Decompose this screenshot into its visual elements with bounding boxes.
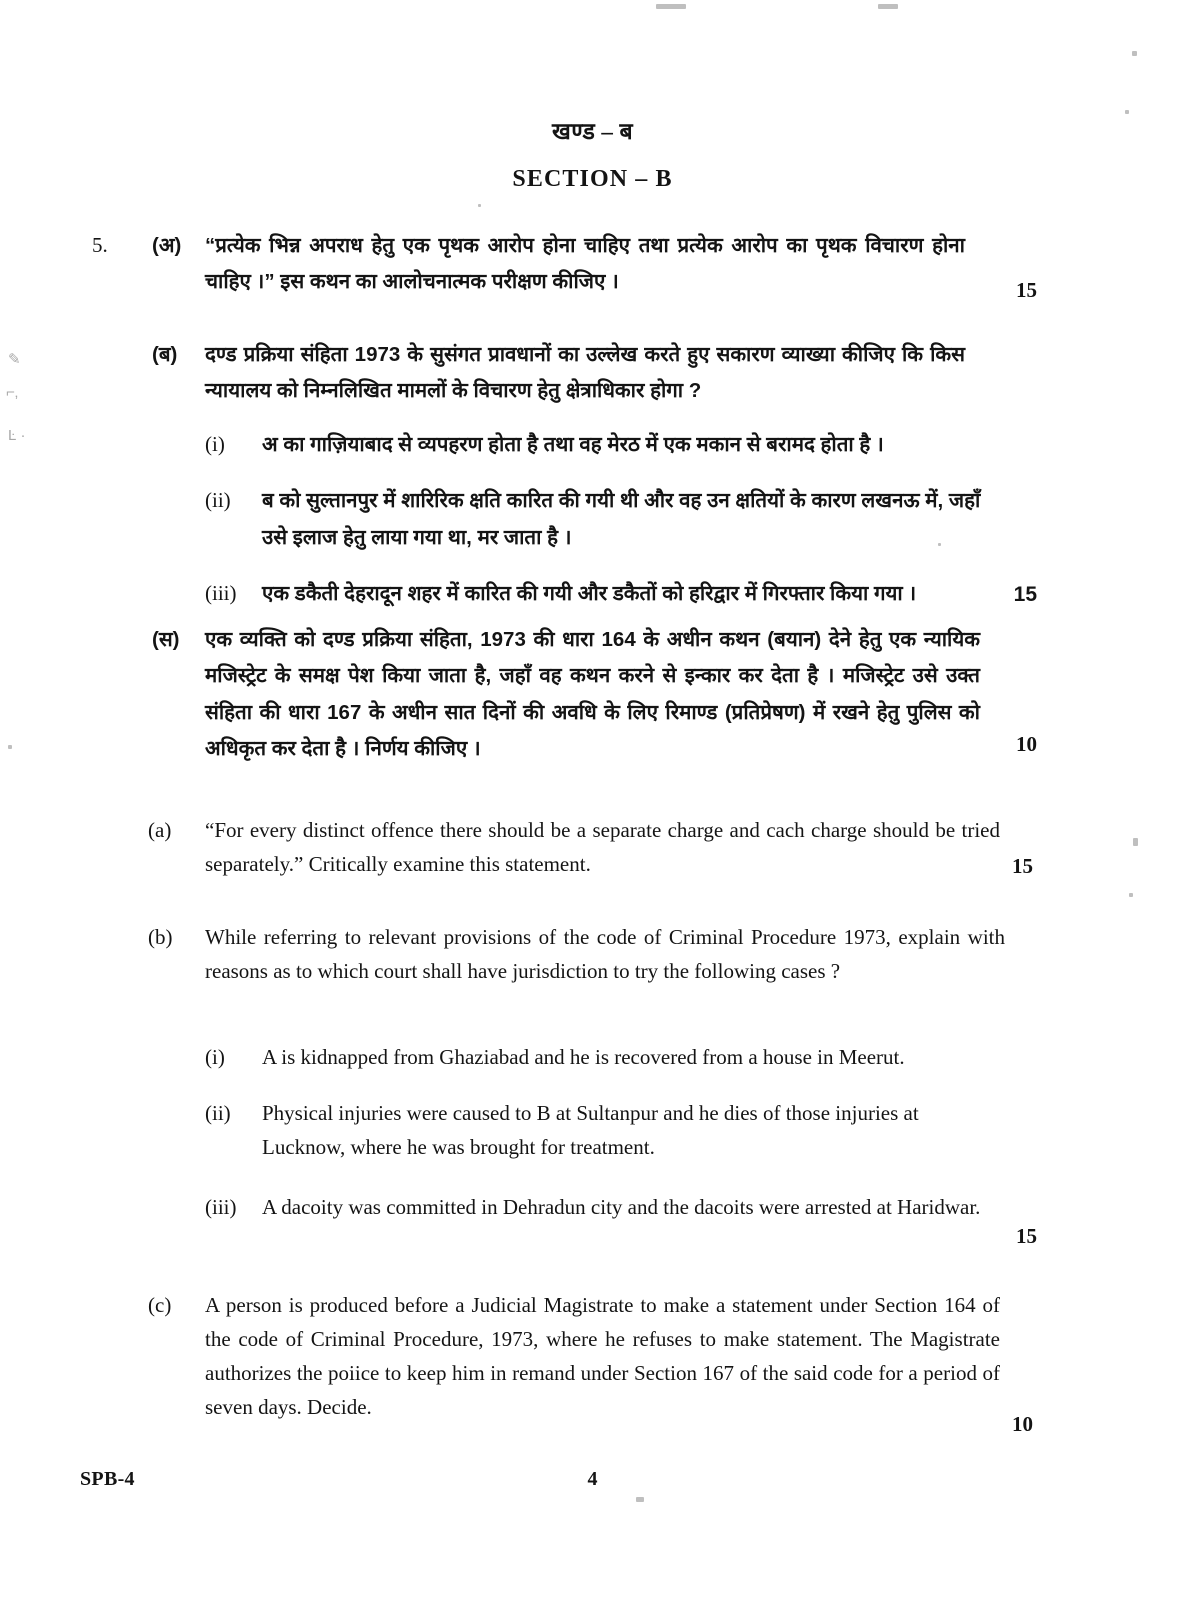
- part-label-hindi-a: (अ): [152, 234, 182, 257]
- scan-speck: [478, 204, 481, 207]
- list-item-roman: (iii): [205, 1195, 237, 1220]
- list-item-roman: (ii): [205, 1101, 231, 1126]
- list-item-roman: (iii): [205, 581, 237, 606]
- part-text-hindi-b: दण्ड प्रक्रिया संहिता 1973 के सुसंगत प्रावधानों का उल्लेख करते हुए सकारण व्याख्या कीजिए कि किस न्यायालय को निम्नलिखित मामलों के विचारण हेतु क्षेत्राधिकार होगा ?: [205, 343, 965, 403]
- question-5-part-c-english: [0, 1288, 1185, 1436]
- sublist-hindi-b: [0, 427, 1185, 629]
- part-text-english-b: While referring to relevant provisions of the code of Criminal Procedure 1973, explain with reasons as to which court shall have jurisdiction to try the following cases ?: [205, 925, 1005, 984]
- list-item-text: ब को सुल्तानपुर में शारिरिक क्षति कारित की गयी थी और वह उन क्षतियों के कारण लखनऊ में, जहाँ उसे इलाज हेतु लाया गया था, मर जाता है ।: [262, 489, 981, 549]
- list-item: [0, 1096, 1185, 1164]
- question-5-part-a-hindi: [0, 228, 1185, 301]
- marks-english-c: 10: [1012, 1412, 1033, 1436]
- marks-english-a: 15: [1012, 854, 1033, 878]
- marks-hindi-a: 15: [1016, 278, 1037, 302]
- part-label-english-a: (a): [148, 818, 172, 842]
- list-item-roman: (i): [205, 1045, 225, 1069]
- list-item-text: अ का गाज़ियाबाद से व्यपहरण होता है तथा वह मेरठ में एक मकान से बरामद होता है ।: [262, 433, 884, 456]
- scan-speck: [1129, 893, 1133, 897]
- question-5-part-c-hindi: [0, 622, 1185, 768]
- list-item-roman: (ii): [205, 488, 231, 513]
- part-text-english-c: A person is produced before a Judicial Magistrate to make a statement under Section 164 of the code of Criminal Procedure, 1973, where he refuses to make statement. The Magistrate authorizes the poiice to keep him in remand under Section 167 of the said code for a period of seven days. Decide.: [205, 1293, 1000, 1420]
- section-heading-block: [0, 118, 1185, 193]
- list-item: [0, 576, 1185, 612]
- question-5-part-a-english: [0, 813, 1185, 881]
- list-item: [0, 427, 1185, 463]
- part-label-english-c: (c): [148, 1293, 172, 1317]
- section-heading-hindi: खण्ड – ब: [552, 119, 633, 144]
- list-item: [0, 483, 1185, 556]
- paper-code: SPB-4: [80, 1468, 135, 1490]
- list-item-text: Physical injuries were caused to B at Sultanpur and he dies of those injuries at Lucknow, where he was brought for treatment.: [262, 1101, 919, 1160]
- part-text-hindi-c: एक व्यक्ति को दण्ड प्रक्रिया संहिता, 1973 की धारा 164 के अधीन कथन (बयान) देने हेतु एक न्यायिक मजिस्ट्रेट के समक्ष पेश किया जाता है, जहाँ वह कथन करने से इन्कार कर देता है । मजिस्ट्रेट उसे उक्त संहिता की धारा 167 के अधीन सात दिनों की अवधि के लिए रिमाण्ड (प्रतिप्रेषण) में रखने हेतु पुलिस को अधिकृत कर देता है । निर्णय कीजिए ।: [205, 628, 980, 761]
- list-item: [0, 1040, 1185, 1074]
- scan-margin-artifact: Ŀ ·: [8, 427, 26, 444]
- marks-english-b: 15: [1016, 1224, 1037, 1249]
- list-item-roman: (i): [205, 432, 225, 456]
- page-number: 4: [587, 1468, 598, 1490]
- page-footer: [0, 1468, 1185, 1508]
- question-5-part-b-english: [0, 920, 1185, 988]
- list-item-text: A dacoity was committed in Dehradun city and the dacoits were arrested at Haridwar.: [262, 1195, 981, 1220]
- part-label-hindi-c: (स): [152, 628, 180, 651]
- scan-margin-artifact: ✎: [8, 351, 21, 368]
- list-item: [0, 1190, 1185, 1249]
- marks-hindi-c: 10: [1016, 732, 1037, 756]
- list-item-text: एक डकैती देहरादून शहर में कारित की गयी और डकैतों को हरिद्वार में गिरफ्तार किया गया ।: [262, 582, 917, 606]
- marks-hindi-b: 15: [1013, 583, 1037, 607]
- scan-margin-artifact: ⌐‚: [6, 384, 19, 401]
- sublist-english-b: [0, 1040, 1185, 1249]
- part-label-english-b: (b): [148, 925, 173, 949]
- section-heading-english: SECTION – B: [512, 165, 673, 192]
- list-item-text: A is kidnapped from Ghaziabad and he is recovered from a house in Meerut.: [262, 1045, 905, 1069]
- part-label-hindi-b: (ब): [152, 343, 178, 366]
- question-number: 5.: [92, 233, 108, 257]
- part-text-hindi-a: “प्रत्येक भिन्न अपराध हेतु एक पृथक आरोप होना चाहिए तथा प्रत्येक आरोप का पृथक विचारण होना चाहिए ।” इस कथन का आलोचनात्मक परीक्षण कीजिए ।: [205, 234, 965, 294]
- question-5-part-b-hindi: [0, 337, 1185, 410]
- part-text-english-a: “For every distinct offence there should be a separate charge and cach charge should be tried separately.” Critically examine this statement.: [205, 818, 1000, 877]
